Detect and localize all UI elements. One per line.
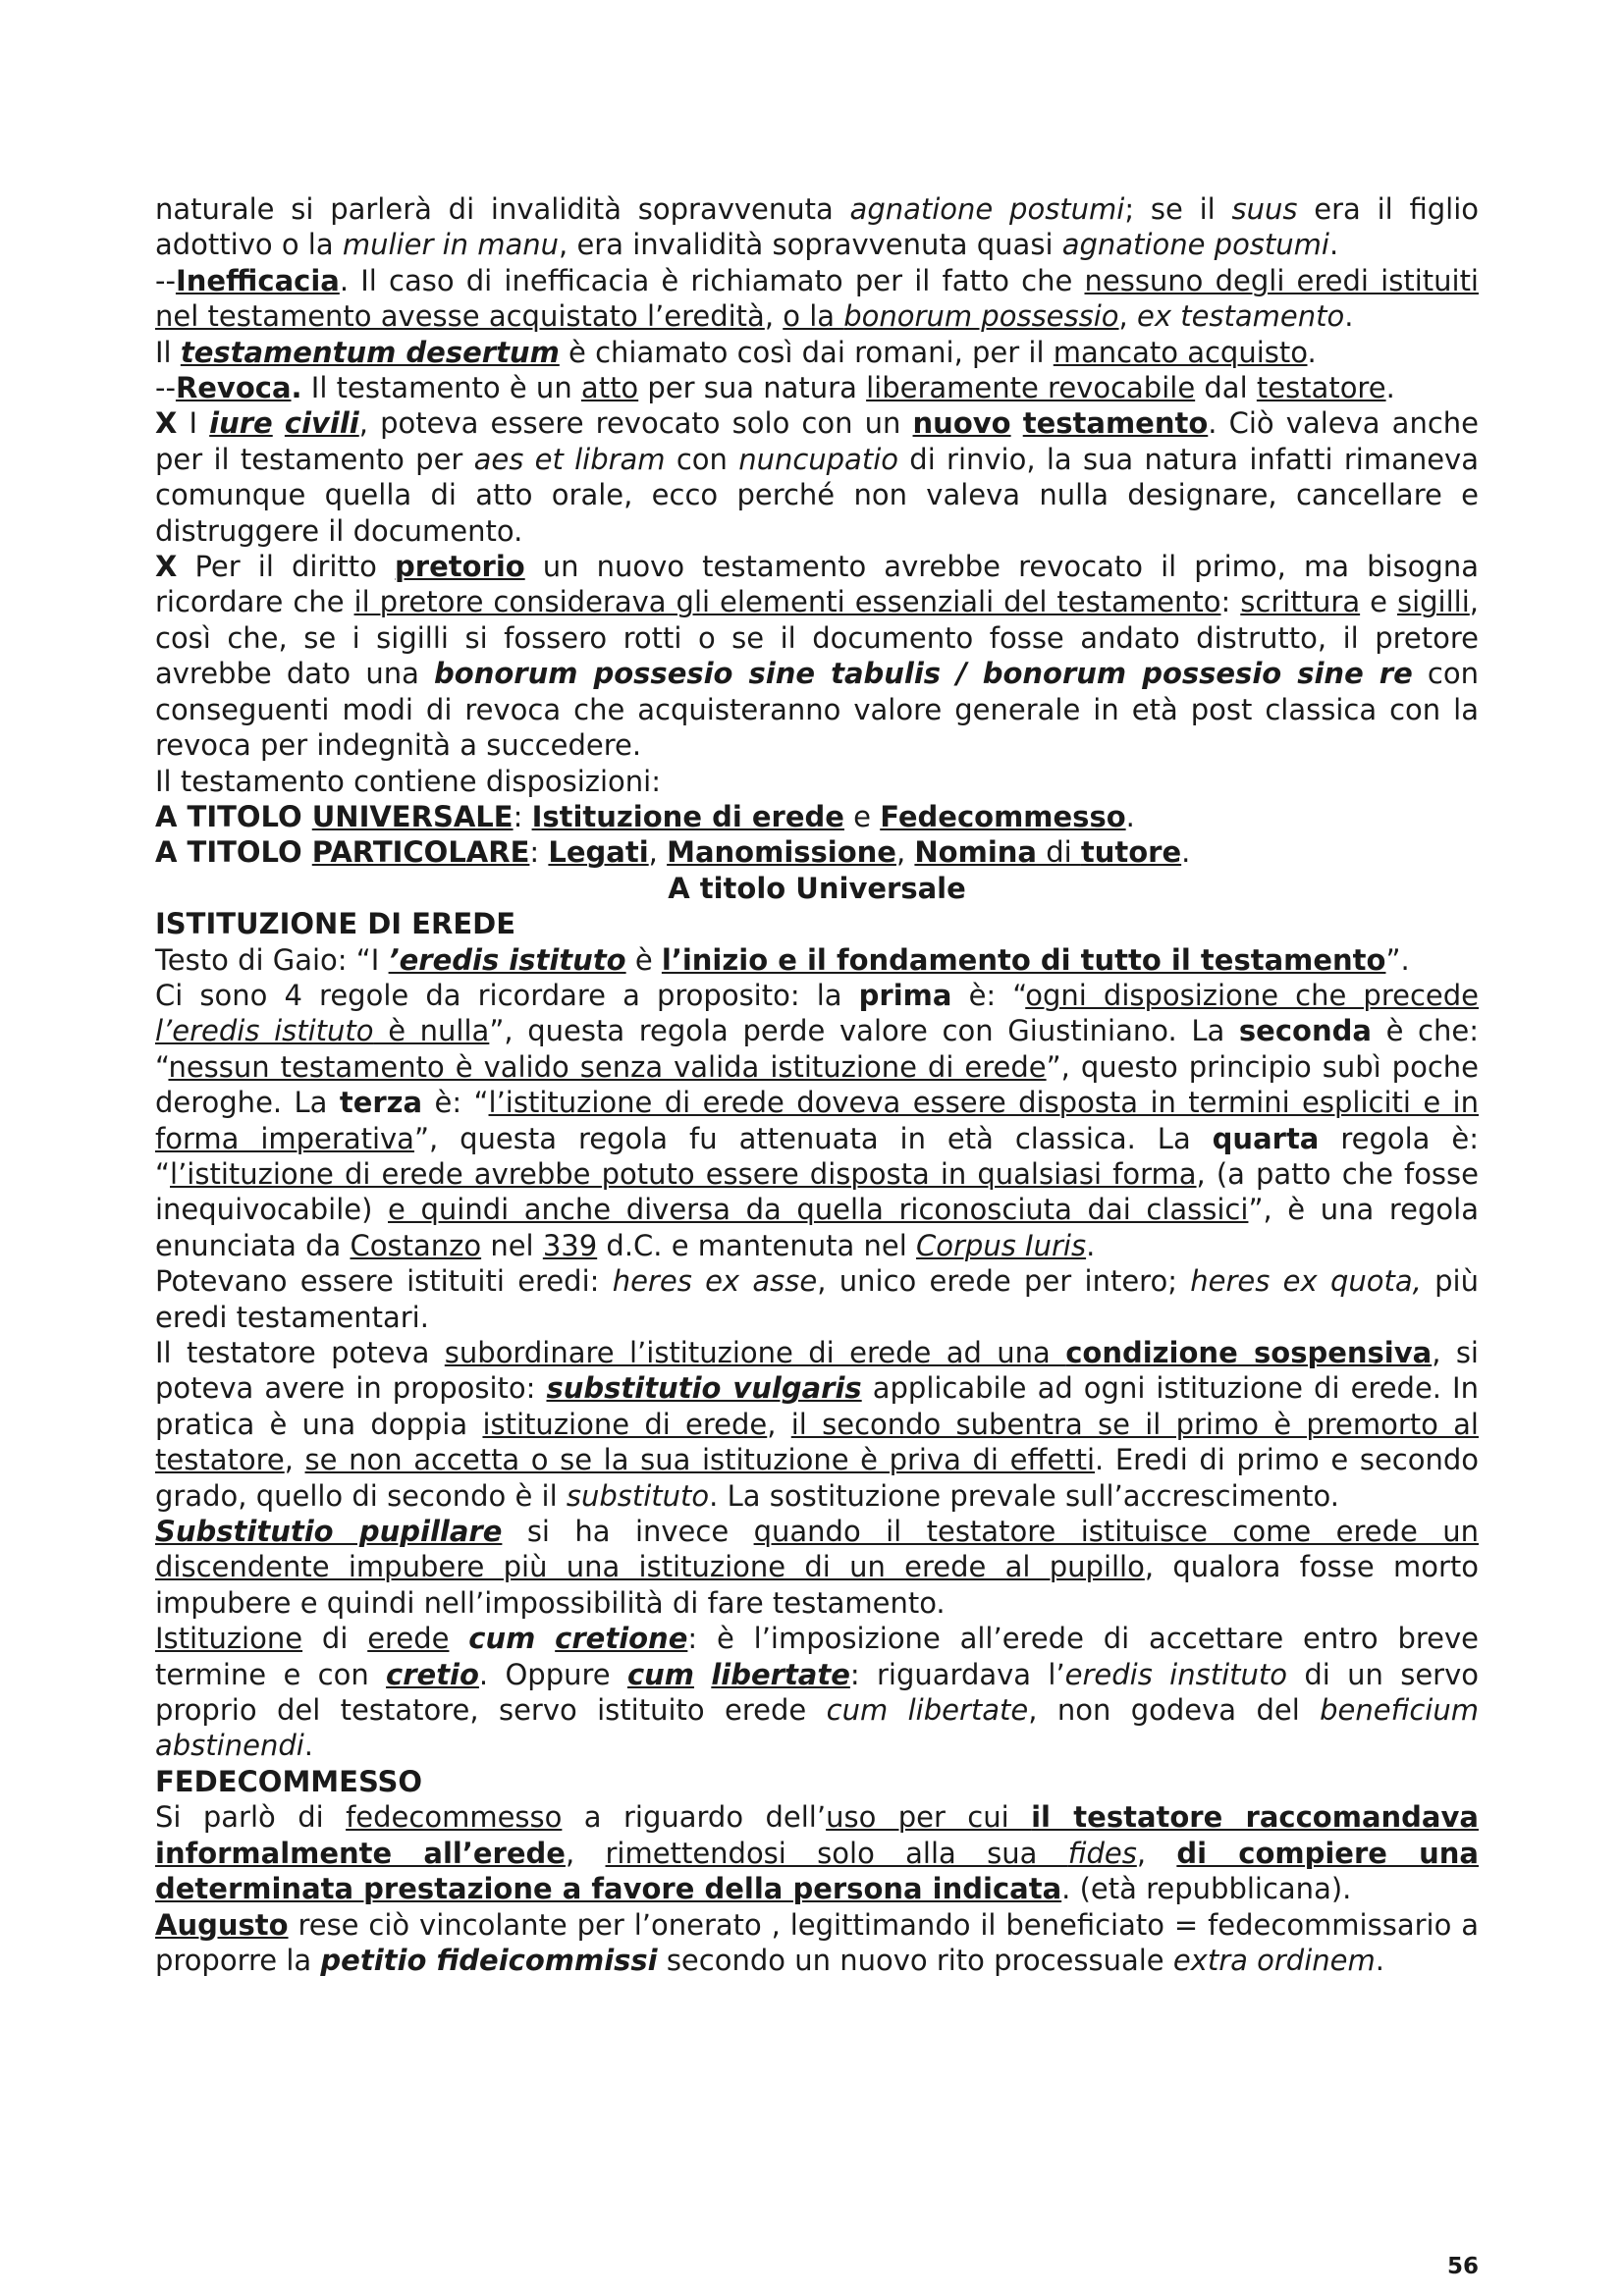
text-run: Corpus Iuris <box>916 1228 1087 1262</box>
text-run: A TITOLO <box>155 835 312 870</box>
text-run: nessun testamento è valido senza valida istituzione di erede <box>168 1049 1047 1084</box>
text-run: . <box>1125 799 1135 833</box>
text-run: I <box>177 406 210 441</box>
text-run: , (a patto che fosse inequivocabile) <box>155 1156 1479 1227</box>
paragraph <box>155 191 1479 263</box>
text-run: . <box>1375 1943 1384 1977</box>
text-run: suus <box>1231 192 1298 226</box>
text-run: ; se il <box>1124 192 1232 226</box>
text-run: con <box>665 442 739 476</box>
text-run: X <box>155 406 178 441</box>
page-number: 56 <box>1446 2254 1479 2279</box>
text-run: , <box>767 1407 791 1441</box>
paragraph <box>155 834 1479 870</box>
text-run: . <box>1086 1228 1096 1262</box>
text-run: . <box>1307 335 1317 369</box>
text-run: civili <box>284 406 359 441</box>
text-run: Augusto <box>155 1907 289 1942</box>
text-run: -- <box>155 263 176 297</box>
text-run: , <box>565 1836 606 1870</box>
text-run: è chiamato così dai romani, per il <box>559 335 1054 369</box>
text-run: FEDECOMMESSO <box>155 1764 423 1798</box>
text-run: di rinvio, la sua natura infatti rimaneva comunque quella di atto orale, ecco perché non valeva nulla designare, cancellare e distruggere il documento. <box>155 442 1479 548</box>
text-run: , <box>648 835 668 870</box>
text-run: è nulla <box>373 1014 490 1048</box>
text-run: regola è: “ <box>155 1121 1480 1191</box>
text-run: Per il diritto <box>177 550 396 584</box>
text-run: : <box>1220 585 1241 619</box>
text-run: . <box>1181 835 1191 870</box>
text-run: terza <box>339 1086 423 1120</box>
text-run: . <box>1328 228 1339 262</box>
text-run: Istituzione <box>155 1622 303 1656</box>
text-run: liberamente revocabile <box>866 371 1196 405</box>
text-run: di <box>302 1622 368 1656</box>
text-run: si ha invece <box>502 1515 754 1549</box>
text-run: A TITOLO <box>155 799 312 833</box>
text-run: : <box>529 835 549 870</box>
text-run: Testo di Gaio: “I <box>155 942 389 977</box>
text-run: scrittura <box>1240 585 1361 619</box>
text-run: cretio <box>386 1657 479 1691</box>
text-run: 339 <box>542 1228 598 1262</box>
text-run: Legati <box>548 835 649 870</box>
text-run: quando il testatore istituisce come erede un discendente impubere più una istituzione di un erede al pupillo <box>155 1515 1479 1584</box>
text-run: UNIVERSALE <box>311 799 514 833</box>
text-run: atto <box>580 371 639 405</box>
paragraph <box>155 978 1479 1263</box>
text-run: . Eredi di primo e secondo grado, quello di secondo è il <box>155 1443 1480 1513</box>
text-run: petitio fideicommissi <box>320 1943 658 1977</box>
text-run: . Il caso di inefficacia è richiamato per il fatto che <box>339 263 1085 297</box>
paragraph <box>155 1621 1479 1764</box>
text-run: nuovo <box>912 406 1011 441</box>
text-run: Costanzo <box>350 1228 482 1262</box>
text-run: -- <box>155 371 176 405</box>
text-run: l’eredis istituto <box>155 1014 374 1048</box>
text-run: era il figlio adottivo o la <box>155 192 1479 262</box>
text-run <box>273 406 285 440</box>
text-run <box>449 1622 468 1655</box>
text-run: Substitutio pupillare <box>155 1515 503 1549</box>
text-run: ISTITUZIONE DI EREDE <box>155 907 516 941</box>
text-run: Istituzione di erede <box>531 799 844 833</box>
text-run: ”, questa regola fu attenuata in età classica. La <box>413 1121 1213 1155</box>
paragraph <box>155 1764 1479 1799</box>
text-run: applicabile ad ogni istituzione di erede. In pratica è una doppia <box>155 1371 1479 1441</box>
text-run: Il testamento è un <box>301 371 581 405</box>
paragraph <box>155 335 1479 370</box>
text-run: prima <box>858 978 952 1012</box>
text-run: , si poteva avere in proposito: <box>155 1336 1479 1406</box>
text-run: è <box>625 942 662 977</box>
paragraph <box>155 1514 1479 1621</box>
paragraph <box>155 1799 1479 1906</box>
text-run: agnatione postumi <box>1061 228 1329 262</box>
text-run: è che: “ <box>155 1014 1479 1084</box>
text-run: rese ciò vincolante per l’onerato , legittimando il beneficiato = fedecommissario a proporre la <box>155 1907 1479 1977</box>
paragraph <box>155 1335 1479 1514</box>
paragraph <box>155 906 1479 941</box>
text-run: subordinare l’istituzione di erede ad una <box>444 1336 1066 1369</box>
text-run: se non accetta o se la sua istituzione è priva di effetti <box>304 1443 1096 1477</box>
text-run: l’inizio e il fondamento di tutto il testamento <box>661 942 1386 977</box>
text-run: tutore <box>1080 835 1182 870</box>
text-run: , unico erede per intero; <box>817 1264 1191 1299</box>
text-run: è: “ <box>951 978 1026 1012</box>
text-run: Revoca <box>175 371 292 405</box>
text-run: Ci sono 4 regole da ricordare a proposito: la <box>155 978 859 1012</box>
document-page <box>155 191 1479 1978</box>
text-run: mancato acquisto <box>1053 335 1308 369</box>
text-run: bonorum possesio sine tabulis / bonorum possesio sine re <box>434 657 1413 691</box>
text-run: Manomissione <box>667 835 896 870</box>
text-run: . <box>1344 299 1354 334</box>
text-run: l’istituzione di erede avrebbe potuto essere disposta in qualsiasi forma <box>170 1156 1197 1191</box>
text-run: ”. <box>1385 942 1410 977</box>
text-run: Inefficacia <box>175 263 340 297</box>
text-run: Il <box>155 335 181 369</box>
text-run: con conseguenti modi di revoca che acquisteranno valore generale in età post classica con la revoca per indegnità a succedere. <box>155 657 1479 763</box>
text-run: sigilli <box>1396 585 1470 619</box>
text-run: più eredi testamentari. <box>155 1264 1479 1334</box>
text-run: Potevano essere istituiti eredi: <box>155 1264 613 1299</box>
text-run: o la <box>783 299 844 334</box>
text-run: . Ciò valeva anche per il testamento per <box>155 406 1480 476</box>
paragraph <box>155 405 1479 549</box>
text-run: ’eredis istituto <box>388 942 626 977</box>
text-run: di <box>1036 835 1081 870</box>
paragraph <box>155 263 1479 335</box>
text-run: nel <box>481 1228 543 1262</box>
text-run: pretorio <box>395 550 525 584</box>
text-run: iure <box>209 406 273 441</box>
text-run: ”, questo principio subì poche deroghe. La <box>155 1049 1479 1120</box>
text-run: per sua natura <box>638 371 867 405</box>
text-run: erede <box>367 1622 450 1656</box>
text-run: , poteva essere revocato solo con un <box>358 406 913 441</box>
text-run: heres ex quota, <box>1190 1264 1422 1299</box>
text-run: e <box>1360 585 1397 619</box>
text-run: beneficium abstinendi <box>155 1693 1479 1763</box>
text-run: cum libertate <box>826 1693 1029 1728</box>
text-run: condizione sospensiva <box>1065 1336 1433 1369</box>
text-run: , <box>284 1443 305 1477</box>
text-run: ex testamento <box>1136 299 1345 334</box>
text-run: nessuno degli eredi istituiti nel testamento avesse acquistato l’eredità <box>155 263 1479 334</box>
text-run: , <box>1136 1836 1177 1870</box>
text-run: testatore <box>1256 371 1386 405</box>
paragraph <box>155 871 1479 906</box>
text-run: X <box>155 550 178 584</box>
text-run: . <box>303 1729 314 1763</box>
paragraph <box>155 370 1479 405</box>
text-run: il pretore considerava gli elementi essenziali del testamento <box>353 585 1221 619</box>
text-run: fedecommesso <box>346 1800 563 1835</box>
text-run: l’istituzione di erede doveva essere disposta in termini espliciti e in forma imperativa <box>155 1086 1479 1155</box>
text-run: , non godeva del <box>1028 1693 1321 1728</box>
text-run: Si parlò di <box>155 1800 347 1835</box>
text-run: substitutio vulgaris <box>546 1371 862 1406</box>
text-run: testamentum desertum <box>180 335 560 369</box>
text-run: cretione <box>555 1622 688 1656</box>
text-run: , era invalidità sopravvenuta quasi <box>559 228 1062 262</box>
paragraph <box>155 764 1479 799</box>
text-run: uso per cui <box>826 1800 1032 1835</box>
text-run: e <box>843 799 881 833</box>
text-run: extra ordinem <box>1172 1943 1376 1977</box>
text-run: testamento <box>1022 406 1209 441</box>
paragraph <box>155 1263 1479 1335</box>
text-run: . <box>1385 371 1395 405</box>
text-run: Nomina <box>914 835 1037 870</box>
text-run: il secondo subentra se il primo è premorto al testatore <box>155 1407 1479 1477</box>
text-run: d.C. e mantenuta nel <box>597 1228 917 1262</box>
text-run: . Oppure <box>478 1657 627 1691</box>
text-run: secondo un nuovo rito processuale <box>657 1943 1173 1977</box>
text-run: : riguardava l’ <box>849 1657 1065 1691</box>
text-run: un nuovo testamento avrebbe revocato il primo, ma bisogna ricordare che <box>155 550 1479 619</box>
paragraph <box>155 942 1479 978</box>
text-run: heres ex asse <box>612 1264 818 1299</box>
text-run: fides <box>1067 1836 1137 1870</box>
text-run: libertate <box>711 1657 850 1691</box>
text-run: . <box>291 371 302 405</box>
text-run: , <box>764 299 784 334</box>
text-run: aes et libram <box>473 442 666 476</box>
text-run: di compiere una determinata prestazione a favore della persona indicata <box>155 1836 1479 1906</box>
text-run: è: “ <box>422 1086 489 1120</box>
text-run: mulier in manu <box>342 228 560 262</box>
text-run: ”, questa regola perde valore con Giustiniano. La <box>489 1014 1239 1048</box>
text-run <box>1011 406 1023 440</box>
text-run: ogni disposizione che precede <box>1025 978 1479 1012</box>
text-run: , qualora fosse morto impubere e quindi nell’impossibilità di fare testamento. <box>155 1550 1479 1620</box>
text-run: naturale si parlerà di invalidità sopravvenuta <box>155 192 850 226</box>
text-run: il testatore raccomandava informalmente all’erede <box>155 1800 1479 1870</box>
text-run: bonorum possessio <box>843 299 1119 334</box>
text-run: di un servo proprio del testatore, servo istituito erede <box>155 1657 1479 1728</box>
text-run: quarta <box>1212 1121 1320 1155</box>
paragraph <box>155 799 1479 834</box>
text-run: ”, è una regola enunciata da <box>155 1193 1479 1262</box>
text-run: . La sostituzione prevale sull’accrescimento. <box>709 1478 1339 1513</box>
text-run: Il testatore poteva <box>155 1336 445 1369</box>
paragraph <box>155 549 1479 763</box>
text-run: : <box>513 799 532 833</box>
text-run: rimettendosi solo alla sua <box>605 1836 1068 1870</box>
text-run <box>535 1622 555 1655</box>
text-run: istituzione di erede <box>482 1407 768 1441</box>
text-run: agnatione postumi <box>849 192 1125 226</box>
text-run: , <box>895 835 915 870</box>
text-run: A titolo Universale <box>668 871 966 905</box>
text-run: Il testamento contiene disposizioni: <box>155 764 661 798</box>
text-run: a riguardo dell’ <box>562 1800 827 1835</box>
text-run <box>694 1658 711 1691</box>
text-run: substituto <box>566 1478 710 1513</box>
text-run: PARTICOLARE <box>311 835 530 870</box>
text-run: , così che, se i sigilli si fossero rotti o se il documento fosse andato distrutto, il pretore avrebbe dato una <box>155 585 1479 691</box>
text-run: : è l’imposizione all’erede di accettare entro breve termine e con <box>155 1622 1480 1691</box>
text-run: cum <box>626 1657 694 1691</box>
text-run: , <box>1118 299 1137 334</box>
paragraph <box>155 1907 1479 1979</box>
text-run: e quindi anche diversa da quella riconosciuta dai classici <box>388 1193 1249 1227</box>
text-run: cum <box>468 1622 536 1656</box>
text-run: nuncupatio <box>738 442 899 476</box>
text-run: dal <box>1195 371 1257 405</box>
text-run: seconda <box>1238 1014 1372 1048</box>
text-run: . (età repubblicana). <box>1061 1872 1352 1906</box>
text-run: eredis instituto <box>1064 1657 1288 1691</box>
text-run: Fedecommesso <box>880 799 1126 833</box>
